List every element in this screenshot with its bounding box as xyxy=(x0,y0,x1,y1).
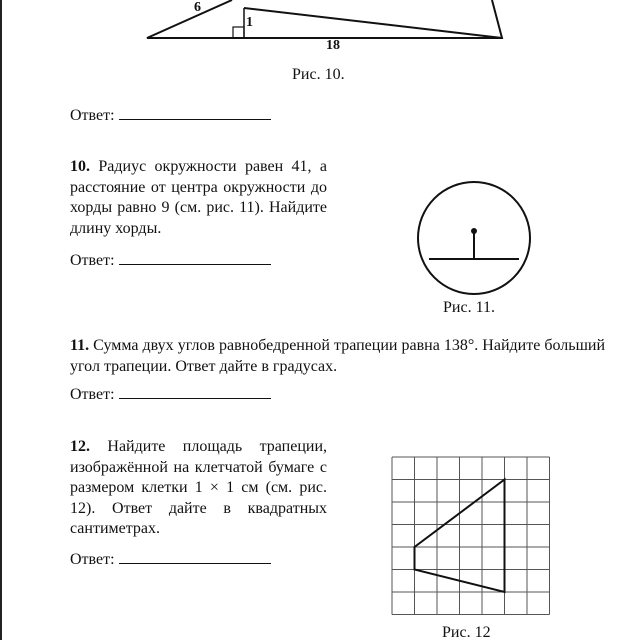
answer-label: Ответ: xyxy=(70,252,115,269)
figure-10-triangle xyxy=(2,0,630,45)
problem-12-text: Найдите площадь трапеции, изображённой на клетчатой бумаге с размером клетки 1 × 1 см (см. рис. 12). Ответ дайте в квадратных сантиметрах. xyxy=(70,438,328,537)
center-point xyxy=(471,228,477,234)
right-angle-mark xyxy=(233,27,244,38)
answer-line-11 xyxy=(70,384,271,404)
problem-11-text: Сумма двух углов равнобедренной трапеции равна 138°. Найдите больший угол трапеции. Ответ дайте в градусах. xyxy=(70,337,606,375)
figure-10-base-label: 18 xyxy=(326,38,340,53)
answer-blank[interactable] xyxy=(119,250,271,265)
problem-10-number: 10. xyxy=(70,158,90,175)
problem-12-number: 12. xyxy=(70,438,90,455)
answer-blank[interactable] xyxy=(119,549,271,564)
problem-12 xyxy=(70,437,327,540)
answer-line-9 xyxy=(70,105,271,125)
figure-12-caption: Рис. 12 xyxy=(442,624,491,641)
answer-label: Ответ: xyxy=(70,551,115,568)
figure-10-height-label: 1 xyxy=(246,15,253,30)
problem-11 xyxy=(70,336,605,377)
answer-blank[interactable] xyxy=(119,105,271,120)
problem-10 xyxy=(70,157,327,239)
figure-10-caption: Рис. 10. xyxy=(292,66,345,83)
answer-line-12 xyxy=(70,549,271,569)
figure-11-caption: Рис. 11. xyxy=(443,299,495,316)
triangle-inner-line xyxy=(244,8,502,38)
answer-line-10 xyxy=(70,250,271,270)
answer-label: Ответ: xyxy=(70,386,115,403)
problem-10-text: Радиус окружности равен 41, а расстояние от центра окружности до хорды равно 9 (см. рис. 11). Найдите длину хорды. xyxy=(70,158,328,237)
figure-10-side-label: 6 xyxy=(194,0,201,15)
problem-11-number: 11. xyxy=(70,337,90,354)
answer-label: Ответ: xyxy=(70,107,115,124)
grid-lines xyxy=(392,457,550,615)
figure-11-circle xyxy=(414,178,534,308)
answer-blank[interactable] xyxy=(119,384,271,399)
figure-12-grid xyxy=(392,457,552,617)
